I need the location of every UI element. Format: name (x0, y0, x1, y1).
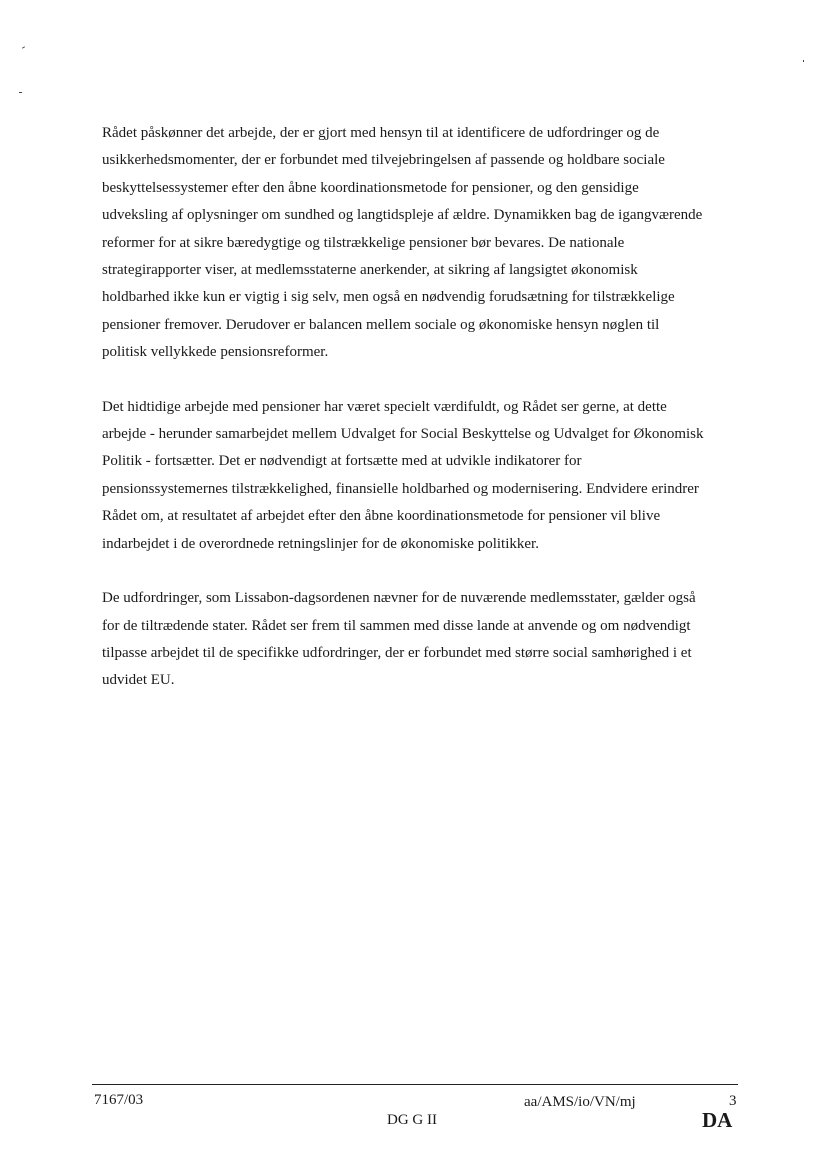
author-initials: aa/AMS/io/VN/mj (524, 1094, 636, 1110)
text-line: strategirapporter viser, at medlemsstaterne anerkender, at sikring af langsigtet økonomisk (102, 262, 638, 279)
paragraph-3 (102, 585, 752, 695)
text-line: for de tiltrædende stater. Rådet ser frem til sammen med disse lande at anvende og om nødvendigt (102, 617, 691, 634)
body-text (102, 120, 752, 722)
text-line: udveksling af oplysninger om sundhed og langtidspleje af ældre. Dynamikken bag de igangværende (102, 207, 703, 224)
text-line: politisk vellykkede pensionsreformer. (102, 344, 329, 361)
text-line: beskyttelsessystemer efter den åbne koordinationsmetode for pensioner, og den gensidige (102, 179, 639, 196)
text-line: pensionssystemernes tilstrækkelighed, finansielle holdbarhed og modernisering. Endvidere erindrer (102, 480, 699, 497)
scan-speck (22, 46, 25, 48)
page-number: 3 (729, 1093, 737, 1109)
text-line: indarbejdet i de overordnede retningslinjer for de økonomiske politikker. (102, 535, 539, 552)
text-line: Rådet påskønner det arbejde, der er gjort med hensyn til at identificere de udfordringer og de (102, 125, 660, 141)
text-line: Rådet om, at resultatet af arbejdet efter den åbne koordinationsmetode for pensioner vil blive (102, 508, 661, 525)
text-line: usikkerhedsmomenter, der er forbundet med tilvejebringelsen af passende og holdbare sociale (102, 152, 665, 169)
language-code: DA (702, 1108, 733, 1132)
text-line: udvidet EU. (102, 672, 175, 689)
text-line: Politik - fortsætter. Det er nødvendigt at fortsætte med at udvikle indikatorer for (102, 453, 582, 470)
directorate-general: DG G II (387, 1112, 437, 1128)
footer-divider (92, 1084, 738, 1085)
document-reference: 7167/03 (94, 1092, 144, 1108)
paragraph-2 (102, 394, 752, 558)
text-line: pensioner fremover. Derudover er balancen mellem sociale og økonomiske hensyn nøglen til (102, 316, 660, 333)
text-line: arbejde - herunder samarbejdet mellem Udvalget for Social Beskyttelse og Udvalget for Økonomisk (102, 426, 704, 443)
paragraph-1 (102, 120, 752, 367)
text-line: reformer for at sikre bæredygtige og tilstrækkelige pensioner bør bevares. De nationale (102, 234, 625, 251)
text-line: De udfordringer, som Lissabon-dagsordenen nævner for de nuværende medlemsstater, gælder også (102, 590, 696, 607)
text-line: Det hidtidige arbejde med pensioner har været specielt værdifuldt, og Rådet ser gerne, at dette (102, 398, 667, 415)
text-line: tilpasse arbejdet til de specifikke udfordringer, der er forbundet med større social samhørighed i et (102, 644, 692, 661)
scan-speck (19, 92, 22, 93)
text-line: holdbarhed ikke kun er vigtig i sig selv, men også en nødvendig forudsætning for tilstrækkelige (102, 289, 675, 306)
scan-speck (803, 60, 804, 62)
